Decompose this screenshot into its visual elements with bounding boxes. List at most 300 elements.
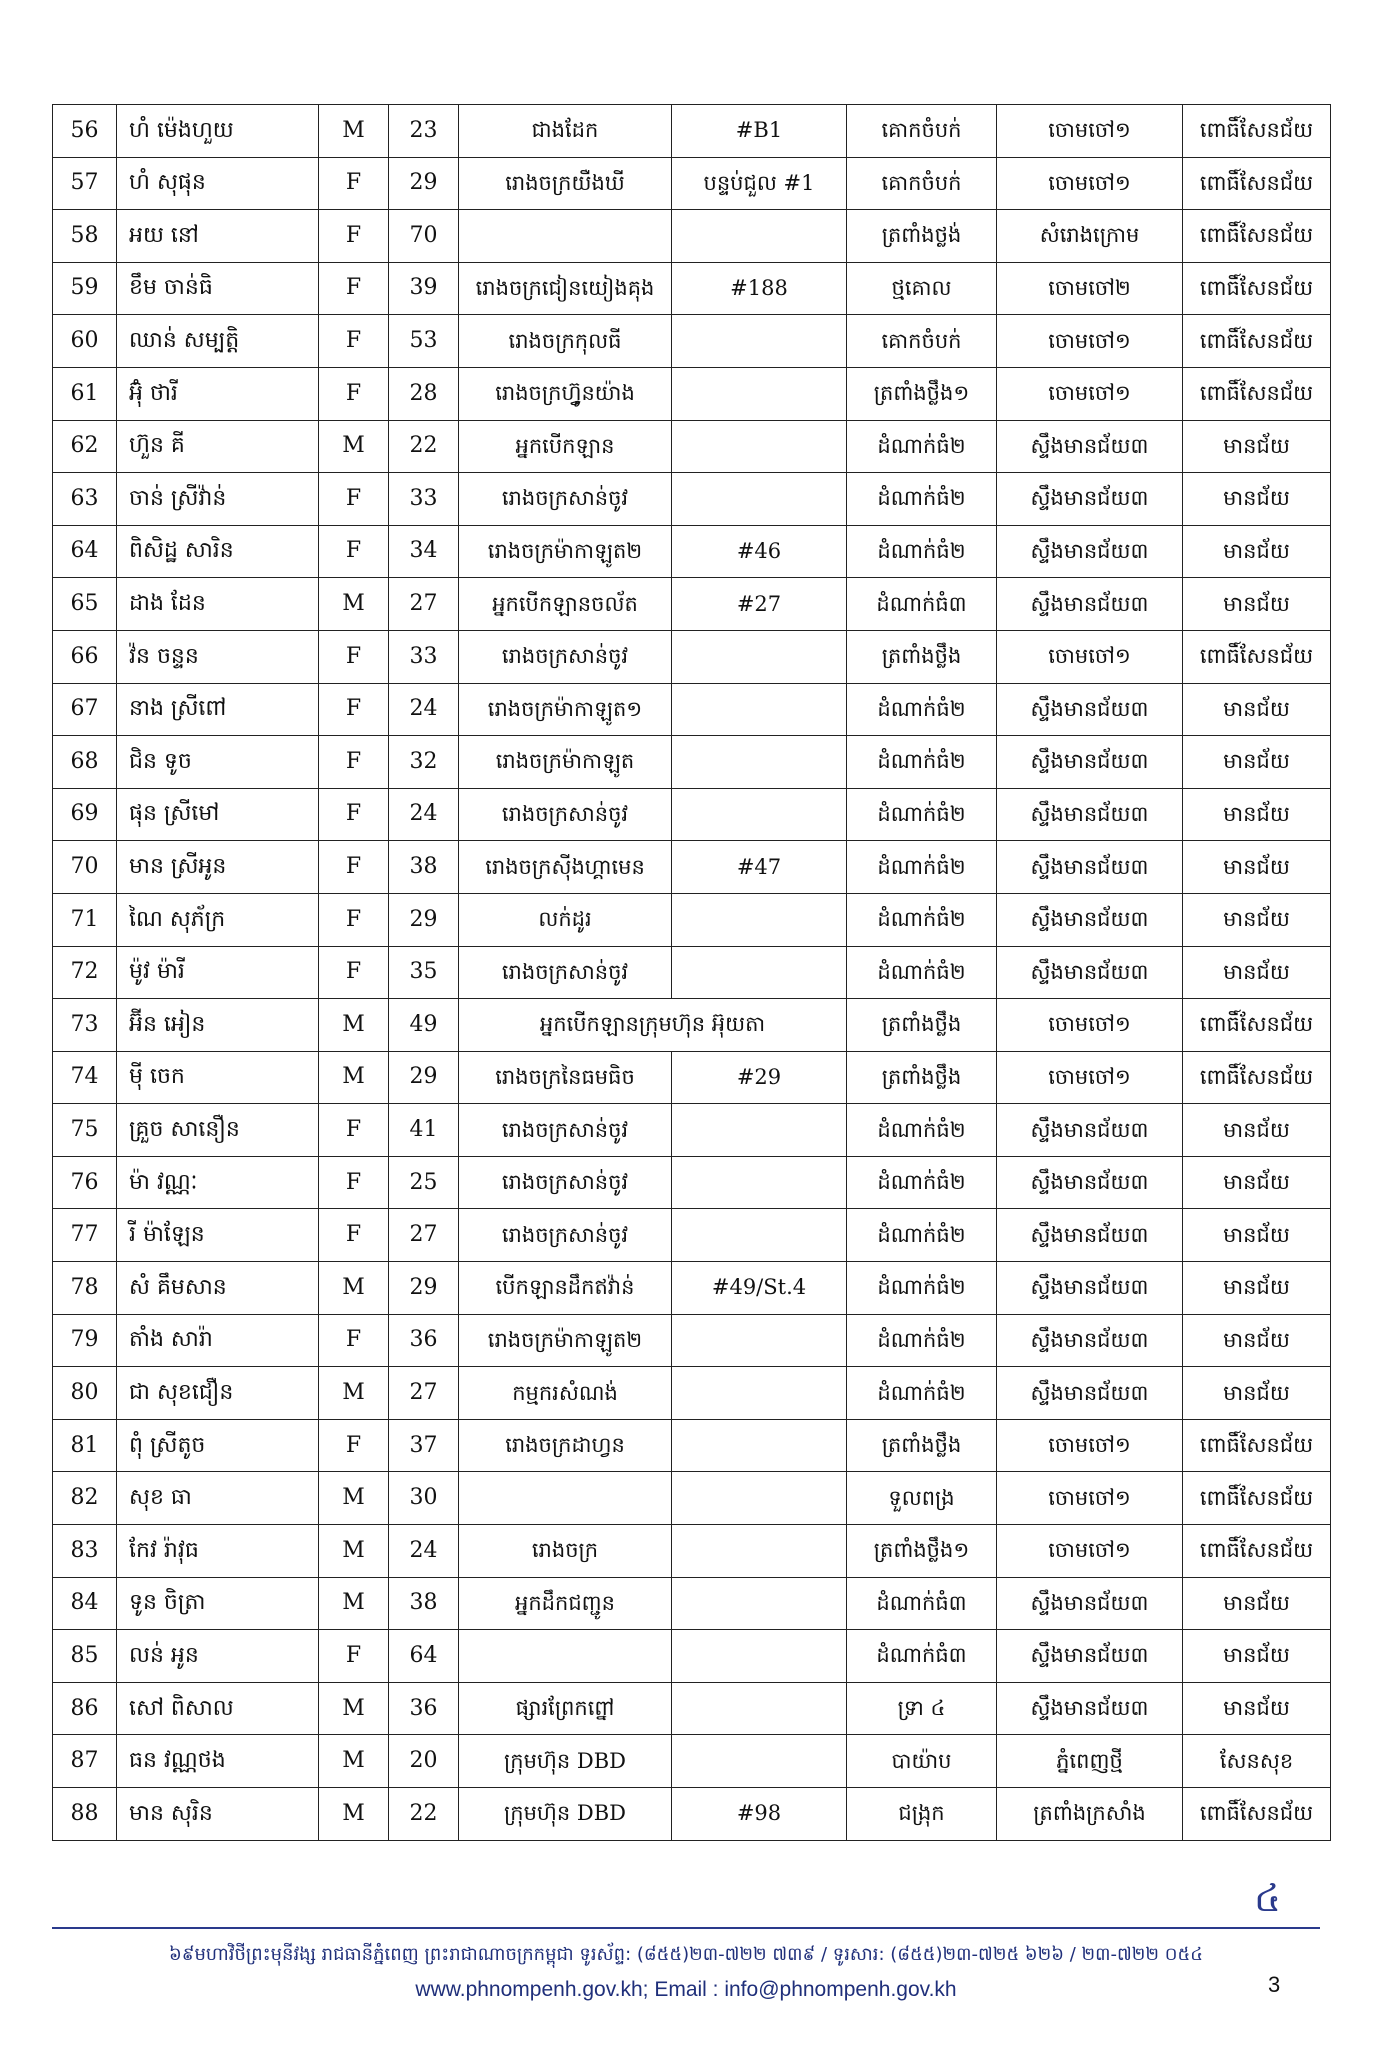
- table-row: [53, 683, 1331, 736]
- sex-cell: M: [319, 105, 389, 158]
- row-number-cell: 87: [53, 1735, 117, 1788]
- village-cell: ដំណាក់ធំ២: [847, 420, 997, 473]
- house-number-cell: [672, 1472, 847, 1525]
- occupation-cell: រោងចក្រសាន់ចូវ: [459, 630, 672, 683]
- sex-cell: F: [319, 262, 389, 315]
- occupation-cell: រោងចក្រសាន់ចូវ: [459, 1156, 672, 1209]
- district-cell: មានជ័យ: [1183, 1262, 1331, 1315]
- sex-cell: F: [319, 893, 389, 946]
- person-name-cell: ម៉ា វណ្ណៈ: [117, 1156, 319, 1209]
- village-cell: ដំណាក់ធំ២: [847, 788, 997, 841]
- commune-cell: ស្ទឹងមានជ័យ៣: [997, 683, 1183, 736]
- row-number-cell: 69: [53, 788, 117, 841]
- commune-cell: ចោមចៅ១: [997, 630, 1183, 683]
- age-cell: 38: [389, 1577, 459, 1630]
- row-number-cell: 58: [53, 210, 117, 263]
- sex-cell: M: [319, 1262, 389, 1315]
- district-cell: ពោធិ៍សែនជ័យ: [1183, 210, 1331, 263]
- house-number-cell: [672, 1577, 847, 1630]
- district-cell: ពោធិ៍សែនជ័យ: [1183, 157, 1331, 210]
- sex-cell: M: [319, 1472, 389, 1525]
- commune-cell: ចោមចៅ១: [997, 1051, 1183, 1104]
- village-cell: ដំណាក់ធំ២: [847, 1209, 997, 1262]
- village-cell: ត្រពាំងថ្លឹង: [847, 630, 997, 683]
- commune-cell: ស្ទឹងមានជ័យ៣: [997, 893, 1183, 946]
- district-cell: សែនសុខ: [1183, 1735, 1331, 1788]
- district-cell: មានជ័យ: [1183, 788, 1331, 841]
- village-cell: ដំណាក់ធំ២: [847, 1104, 997, 1157]
- person-name-cell: គ្រួច សានឿន: [117, 1104, 319, 1157]
- age-cell: 30: [389, 1472, 459, 1525]
- table-row: [53, 1525, 1331, 1578]
- occupation-cell: រោងចក្រកុលធី: [459, 315, 672, 368]
- sex-cell: F: [319, 1419, 389, 1472]
- house-number-cell: [672, 1525, 847, 1578]
- page-number: 3: [1268, 1972, 1281, 1997]
- sex-cell: M: [319, 578, 389, 631]
- house-number-cell: #B1: [672, 105, 847, 158]
- person-name-cell: ឈាន់ សម្បត្តិ: [117, 315, 319, 368]
- village-cell: ដំណាក់ធំ២: [847, 946, 997, 999]
- village-cell: គោកចំបក់: [847, 105, 997, 158]
- village-cell: ដំណាក់ធំ២: [847, 1262, 997, 1315]
- sex-cell: F: [319, 788, 389, 841]
- district-cell: ពោធិ៍សែនជ័យ: [1183, 999, 1331, 1052]
- table-row: [53, 525, 1331, 578]
- village-cell: ដំណាក់ធំ២: [847, 736, 997, 789]
- person-name-cell: លន់ អូន: [117, 1630, 319, 1683]
- occupation-cell: រោងចក្រសាន់ចូវ: [459, 788, 672, 841]
- district-cell: ពោធិ៍សែនជ័យ: [1183, 105, 1331, 158]
- district-cell: មានជ័យ: [1183, 841, 1331, 894]
- sex-cell: M: [319, 1051, 389, 1104]
- table-row: [53, 367, 1331, 420]
- village-cell: ត្រពាំងថ្លឹង១: [847, 1525, 997, 1578]
- district-cell: ពោធិ៍សែនជ័យ: [1183, 1472, 1331, 1525]
- village-cell: ដំណាក់ធំ៣: [847, 1630, 997, 1683]
- sex-cell: F: [319, 473, 389, 526]
- house-number-cell: #49/St.4: [672, 1262, 847, 1315]
- age-cell: 39: [389, 262, 459, 315]
- person-name-cell: តាំង សារ៉ា: [117, 1314, 319, 1367]
- commune-cell: ស្ទឹងមានជ័យ៣: [997, 788, 1183, 841]
- sex-cell: F: [319, 1630, 389, 1683]
- village-cell: ត្រពាំងថ្លង់: [847, 210, 997, 263]
- person-name-cell: ហ៊ួន គី: [117, 420, 319, 473]
- district-cell: ពោធិ៍សែនជ័យ: [1183, 1525, 1331, 1578]
- row-number-cell: 66: [53, 630, 117, 683]
- commune-cell: ស្ទឹងមានជ័យ៣: [997, 1630, 1183, 1683]
- table-row: [53, 1419, 1331, 1472]
- person-name-cell: ចាន់ ស្រីវ៉ាន់: [117, 473, 319, 526]
- age-cell: 33: [389, 473, 459, 526]
- sex-cell: F: [319, 1156, 389, 1209]
- table-row: [53, 1630, 1331, 1683]
- person-name-cell: ទូន ចិត្រា: [117, 1577, 319, 1630]
- house-number-cell: #27: [672, 578, 847, 631]
- village-cell: បាយ៉ាប: [847, 1735, 997, 1788]
- village-cell: ដំណាក់ធំ២: [847, 1314, 997, 1367]
- house-number-cell: [672, 1367, 847, 1420]
- table-row: [53, 315, 1331, 368]
- occupation-cell: ក្រុមហ៊ុន DBD: [459, 1735, 672, 1788]
- district-cell: ពោធិ៍សែនជ័យ: [1183, 1788, 1331, 1841]
- house-number-cell: #29: [672, 1051, 847, 1104]
- row-number-cell: 74: [53, 1051, 117, 1104]
- village-cell: ទួលពង្រ: [847, 1472, 997, 1525]
- occupation-cell: រោងចក្រដាហ្វន: [459, 1419, 672, 1472]
- commune-cell: ស្ទឹងមានជ័យ៣: [997, 946, 1183, 999]
- district-cell: មានជ័យ: [1183, 525, 1331, 578]
- sex-cell: M: [319, 999, 389, 1052]
- district-cell: ពោធិ៍សែនជ័យ: [1183, 1051, 1331, 1104]
- occupation-cell: ផ្សារព្រែកព្នៅ: [459, 1682, 672, 1735]
- row-number-cell: 88: [53, 1788, 117, 1841]
- occupation-cell: [459, 1472, 672, 1525]
- person-name-cell: នាង ស្រីពៅ: [117, 683, 319, 736]
- table-body: [53, 105, 1331, 1841]
- commune-cell: ត្រពាំងក្រសាំង: [997, 1788, 1183, 1841]
- age-cell: 35: [389, 946, 459, 999]
- table-row: [53, 262, 1331, 315]
- age-cell: 25: [389, 1156, 459, 1209]
- occupation-cell: អ្នកដឹកជញ្ជូន: [459, 1577, 672, 1630]
- village-cell: ដំណាក់ធំ២: [847, 841, 997, 894]
- row-number-cell: 68: [53, 736, 117, 789]
- table-row: [53, 1577, 1331, 1630]
- row-number-cell: 84: [53, 1577, 117, 1630]
- person-name-cell: អ៊ីន អៀន: [117, 999, 319, 1052]
- district-cell: មានជ័យ: [1183, 683, 1331, 736]
- district-cell: មានជ័យ: [1183, 1209, 1331, 1262]
- commune-cell: ចោមចៅ១: [997, 105, 1183, 158]
- row-number-cell: 71: [53, 893, 117, 946]
- table-row: [53, 1735, 1331, 1788]
- occupation-cell: រោងចក្រម៉ាកាឡូត១: [459, 683, 672, 736]
- commune-cell: ស្ទឹងមានជ័យ៣: [997, 736, 1183, 789]
- age-cell: 27: [389, 578, 459, 631]
- commune-cell: ស្ទឹងមានជ័យ៣: [997, 1682, 1183, 1735]
- age-cell: 64: [389, 1630, 459, 1683]
- commune-cell: សំរោងក្រោម: [997, 210, 1183, 263]
- person-name-cell: កែវ រ៉ាវុធ: [117, 1525, 319, 1578]
- house-number-cell: [672, 1735, 847, 1788]
- age-cell: 41: [389, 1104, 459, 1157]
- house-number-cell: [672, 683, 847, 736]
- table-row: [53, 1682, 1331, 1735]
- person-name-cell: ណៃ សុភ័ក្រ: [117, 893, 319, 946]
- sex-cell: F: [319, 525, 389, 578]
- district-cell: មានជ័យ: [1183, 1314, 1331, 1367]
- village-cell: ដំណាក់ធំ២: [847, 1367, 997, 1420]
- sex-cell: M: [319, 1788, 389, 1841]
- house-number-cell: #98: [672, 1788, 847, 1841]
- village-cell: ដំណាក់ធំ២: [847, 525, 997, 578]
- occupation-cell: កម្មករសំណង់: [459, 1367, 672, 1420]
- occupation-cell: រោងចក្រស៊ីងហ្គាមេន: [459, 841, 672, 894]
- age-cell: 29: [389, 893, 459, 946]
- village-cell: គោកចំបក់: [847, 157, 997, 210]
- row-number-cell: 60: [53, 315, 117, 368]
- person-name-cell: អយ នៅ: [117, 210, 319, 263]
- age-cell: 24: [389, 788, 459, 841]
- age-cell: 70: [389, 210, 459, 263]
- table-row: [53, 1472, 1331, 1525]
- age-cell: 53: [389, 315, 459, 368]
- house-number-cell: [672, 1156, 847, 1209]
- age-cell: 23: [389, 105, 459, 158]
- occupation-cell: រោងចក្រសាន់ចូវ: [459, 1104, 672, 1157]
- occupation-cell: រោងចក្រសាន់ចូវ: [459, 946, 672, 999]
- row-number-cell: 59: [53, 262, 117, 315]
- table-row: [53, 1314, 1331, 1367]
- commune-cell: ចោមចៅ១: [997, 999, 1183, 1052]
- house-number-cell: [672, 788, 847, 841]
- village-cell: ត្រពាំងថ្លឹង១: [847, 367, 997, 420]
- age-cell: 33: [389, 630, 459, 683]
- occupation-cell: អ្នកបើកឡានចល័ត: [459, 578, 672, 631]
- person-name-cell: សំ គឹមសាន: [117, 1262, 319, 1315]
- house-number-cell: [672, 315, 847, 368]
- occupation-cell: [459, 210, 672, 263]
- occupation-cell: រោងចក្រសាន់ចូវ: [459, 473, 672, 526]
- age-cell: 32: [389, 736, 459, 789]
- sex-cell: F: [319, 1314, 389, 1367]
- person-name-cell: ផុន ស្រីមៅ: [117, 788, 319, 841]
- district-cell: មានជ័យ: [1183, 1682, 1331, 1735]
- person-name-cell: ម៉ូវ ម៉ារី: [117, 946, 319, 999]
- district-cell: មានជ័យ: [1183, 578, 1331, 631]
- commune-cell: ស្ទឹងមានជ័យ៣: [997, 1209, 1183, 1262]
- village-cell: គោកចំបក់: [847, 315, 997, 368]
- age-cell: 49: [389, 999, 459, 1052]
- occupation-cell: ជាងដែក: [459, 105, 672, 158]
- commune-cell: ស្ទឹងមានជ័យ៣: [997, 1156, 1183, 1209]
- house-number-cell: [672, 1682, 847, 1735]
- house-number-cell: #188: [672, 262, 847, 315]
- person-name-cell: មាន សុរិន: [117, 1788, 319, 1841]
- table-row: [53, 630, 1331, 683]
- age-cell: 38: [389, 841, 459, 894]
- district-cell: មានជ័យ: [1183, 736, 1331, 789]
- village-cell: ដំណាក់ធំ២: [847, 1156, 997, 1209]
- person-name-cell: មាន ស្រីអូន: [117, 841, 319, 894]
- district-cell: មានជ័យ: [1183, 893, 1331, 946]
- footer-address: ៦៩មហាវិថីព្រះមុនីវង្ស រាជធានីភ្នំពេញ ព្រះរាជាណាចក្រកម្ពុជា ទូរស័ព្ទ: (៨៥៥)២៣-៧២២ ៧៣៩ / ទូរសារ: (៨៥៥)២៣-៧២៥ ៦២៦ / ២៣-៧២២ ០៥៤: [169, 1944, 1203, 1965]
- village-cell: ត្រពាំងថ្លឹង: [847, 1419, 997, 1472]
- table-row: [53, 1104, 1331, 1157]
- table-row: [53, 1788, 1331, 1841]
- occupation-cell: រោងចក្រម៉ាកាឡូត: [459, 736, 672, 789]
- occupation-cell: រោងចក្រជៀនយៀងគុង: [459, 262, 672, 315]
- row-number-cell: 67: [53, 683, 117, 736]
- footer-divider: [52, 1927, 1320, 1929]
- occupation-cell: រោងចក្រនៃធមធិច: [459, 1051, 672, 1104]
- occupation-cell: អ្នកបើកឡាន: [459, 420, 672, 473]
- commune-cell: ស្ទឹងមានជ័យ៣: [997, 1367, 1183, 1420]
- occupation-cell: រោងចក្រហ្វ៊ូនយ៉ាង: [459, 367, 672, 420]
- person-name-cell: សុខ ធា: [117, 1472, 319, 1525]
- village-cell: ទ្រា ៤: [847, 1682, 997, 1735]
- village-cell: ដំណាក់ធំ២: [847, 473, 997, 526]
- commune-cell: ស្ទឹងមានជ័យ៣: [997, 525, 1183, 578]
- occupation-cell: រោងចក្រយឺងឃី: [459, 157, 672, 210]
- row-number-cell: 78: [53, 1262, 117, 1315]
- house-number-cell: [672, 946, 847, 999]
- sex-cell: F: [319, 1209, 389, 1262]
- occupation-cell: លក់ដូរ: [459, 893, 672, 946]
- district-cell: មានជ័យ: [1183, 1104, 1331, 1157]
- person-name-cell: សៅ ពិសាល: [117, 1682, 319, 1735]
- commune-cell: ចោមចៅ១: [997, 1419, 1183, 1472]
- age-cell: 28: [389, 367, 459, 420]
- district-cell: ពោធិ៍សែនជ័យ: [1183, 630, 1331, 683]
- occupation-cell: អ្នកបើកឡានក្រុមហ៊ុន អ៊ុយតា: [459, 999, 847, 1052]
- house-number-cell: [672, 473, 847, 526]
- commune-cell: ស្ទឹងមានជ័យ៣: [997, 578, 1183, 631]
- age-cell: 36: [389, 1314, 459, 1367]
- house-number-cell: [672, 367, 847, 420]
- sex-cell: M: [319, 1682, 389, 1735]
- person-name-cell: អ៊ុំ ថារី: [117, 367, 319, 420]
- sex-cell: M: [319, 1525, 389, 1578]
- row-number-cell: 70: [53, 841, 117, 894]
- row-number-cell: 79: [53, 1314, 117, 1367]
- district-cell: ពោធិ៍សែនជ័យ: [1183, 262, 1331, 315]
- table-row: [53, 473, 1331, 526]
- row-number-cell: 82: [53, 1472, 117, 1525]
- person-name-cell: វ៉ន ចន្ទន: [117, 630, 319, 683]
- house-number-cell: [672, 1314, 847, 1367]
- district-cell: មានជ័យ: [1183, 1367, 1331, 1420]
- handwritten-page-mark: ៤: [1254, 1876, 1281, 1920]
- row-number-cell: 61: [53, 367, 117, 420]
- district-cell: មានជ័យ: [1183, 1630, 1331, 1683]
- commune-cell: ចោមចៅ១: [997, 367, 1183, 420]
- house-number-cell: #47: [672, 841, 847, 894]
- row-number-cell: 75: [53, 1104, 117, 1157]
- table-row: [53, 999, 1331, 1052]
- occupation-cell: ក្រុមហ៊ុន DBD: [459, 1788, 672, 1841]
- village-cell: ថ្មគោល: [847, 262, 997, 315]
- person-name-cell: ពុំ ស្រីតូច: [117, 1419, 319, 1472]
- commune-cell: ភ្នំពេញថ្មី: [997, 1735, 1183, 1788]
- sex-cell: F: [319, 315, 389, 368]
- commune-cell: ស្ទឹងមានជ័យ៣: [997, 1262, 1183, 1315]
- age-cell: 29: [389, 1051, 459, 1104]
- person-name-cell: ពិសិដ្ឋ សារិន: [117, 525, 319, 578]
- commune-cell: ចោមចៅ១: [997, 315, 1183, 368]
- commune-cell: ចោមចៅ១: [997, 1472, 1183, 1525]
- row-number-cell: 72: [53, 946, 117, 999]
- person-name-cell: ជិន ទូច: [117, 736, 319, 789]
- sex-cell: M: [319, 1367, 389, 1420]
- row-number-cell: 56: [53, 105, 117, 158]
- row-number-cell: 81: [53, 1419, 117, 1472]
- sex-cell: F: [319, 736, 389, 789]
- person-name-cell: ហំ ម៉េងហួយ: [117, 105, 319, 158]
- patient-list-table: [52, 104, 1331, 1841]
- occupation-cell: រោងចក្រម៉ាកាឡូត២: [459, 1314, 672, 1367]
- table-row: [53, 736, 1331, 789]
- sex-cell: F: [319, 157, 389, 210]
- sex-cell: F: [319, 841, 389, 894]
- commune-cell: ចោមចៅ១: [997, 1525, 1183, 1578]
- row-number-cell: 63: [53, 473, 117, 526]
- table-row: [53, 1262, 1331, 1315]
- sex-cell: M: [319, 1577, 389, 1630]
- occupation-cell: រោងចក្រសាន់ចូវ: [459, 1209, 672, 1262]
- age-cell: 20: [389, 1735, 459, 1788]
- age-cell: 27: [389, 1209, 459, 1262]
- sex-cell: F: [319, 1104, 389, 1157]
- row-number-cell: 86: [53, 1682, 117, 1735]
- row-number-cell: 83: [53, 1525, 117, 1578]
- sex-cell: F: [319, 630, 389, 683]
- row-number-cell: 73: [53, 999, 117, 1052]
- commune-cell: ស្ទឹងមានជ័យ៣: [997, 841, 1183, 894]
- sex-cell: M: [319, 1735, 389, 1788]
- house-number-cell: [672, 1630, 847, 1683]
- person-name-cell: ធន វណ្ណថង: [117, 1735, 319, 1788]
- table-row: [53, 420, 1331, 473]
- village-cell: ដំណាក់ធំ២: [847, 683, 997, 736]
- district-cell: មានជ័យ: [1183, 1156, 1331, 1209]
- row-number-cell: 65: [53, 578, 117, 631]
- table-row: [53, 1209, 1331, 1262]
- table-row: [53, 105, 1331, 158]
- house-number-cell: បន្ទប់ជួល #1: [672, 157, 847, 210]
- district-cell: ពោធិ៍សែនជ័យ: [1183, 1419, 1331, 1472]
- table-row: [53, 578, 1331, 631]
- house-number-cell: [672, 736, 847, 789]
- commune-cell: ស្ទឹងមានជ័យ៣: [997, 473, 1183, 526]
- commune-cell: ស្ទឹងមានជ័យ៣: [997, 420, 1183, 473]
- person-name-cell: រី ម៉ាឡែន: [117, 1209, 319, 1262]
- footer-contact: www.phnompenh.gov.kh; Email : info@phnompenh.gov.kh: [415, 1978, 957, 2001]
- age-cell: 24: [389, 1525, 459, 1578]
- table-row: [53, 1367, 1331, 1420]
- table-row: [53, 946, 1331, 999]
- district-cell: មានជ័យ: [1183, 473, 1331, 526]
- sex-cell: F: [319, 683, 389, 736]
- row-number-cell: 80: [53, 1367, 117, 1420]
- village-cell: ត្រពាំងថ្លឹង: [847, 1051, 997, 1104]
- house-number-cell: [672, 893, 847, 946]
- village-cell: ជង្រុក: [847, 1788, 997, 1841]
- row-number-cell: 77: [53, 1209, 117, 1262]
- person-name-cell: ខឹម ចាន់ធិ: [117, 262, 319, 315]
- age-cell: 22: [389, 1788, 459, 1841]
- row-number-cell: 62: [53, 420, 117, 473]
- table-row: [53, 841, 1331, 894]
- age-cell: 29: [389, 1262, 459, 1315]
- table-row: [53, 210, 1331, 263]
- district-cell: ពោធិ៍សែនជ័យ: [1183, 367, 1331, 420]
- house-number-cell: [672, 210, 847, 263]
- table-row: [53, 788, 1331, 841]
- house-number-cell: [672, 420, 847, 473]
- person-name-cell: ជា សុខជឿន: [117, 1367, 319, 1420]
- occupation-cell: [459, 1630, 672, 1683]
- house-number-cell: #46: [672, 525, 847, 578]
- age-cell: 37: [389, 1419, 459, 1472]
- house-number-cell: [672, 1104, 847, 1157]
- age-cell: 29: [389, 157, 459, 210]
- row-number-cell: 57: [53, 157, 117, 210]
- commune-cell: ស្ទឹងមានជ័យ៣: [997, 1104, 1183, 1157]
- person-name-cell: ដាង ដែន: [117, 578, 319, 631]
